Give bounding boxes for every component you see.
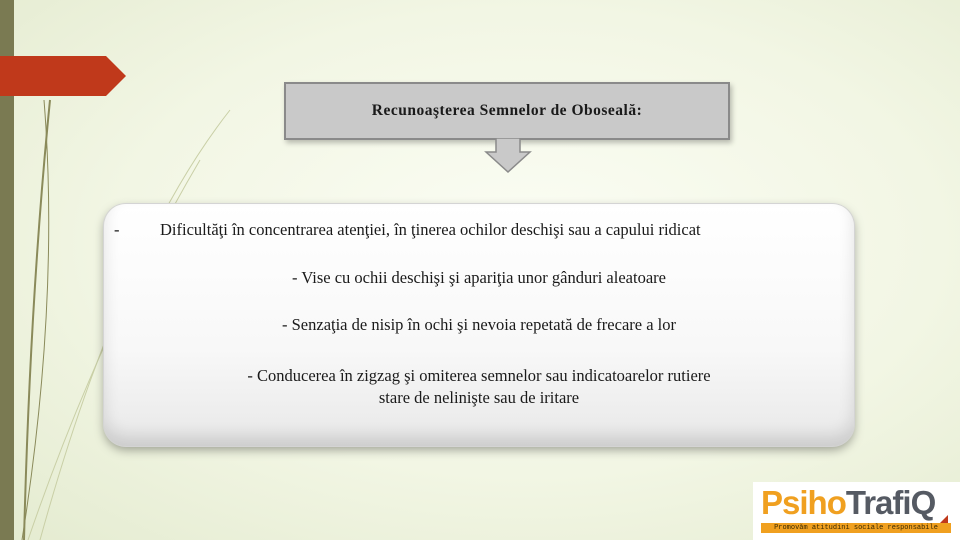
- logo-part-q: Q: [910, 484, 936, 521]
- list-item-text-line2: stare de nelinişte sau de iritare: [378, 388, 580, 407]
- logo-wordmark: [761, 484, 935, 522]
- list-item-text: - Senzaţia de nisip în ochi şi nevoia repetată de frecare a lor: [282, 315, 676, 334]
- list-item-text: Dificultăţi în concentrarea atenţiei, în ţinerea ochilor deschişi sau a capului ridicat: [160, 220, 701, 239]
- slide-title: Recunoaşterea Semnelor de Oboseală:: [371, 102, 643, 119]
- bullet-dash: -: [114, 220, 120, 239]
- psihotrafiq-logo: [753, 482, 960, 540]
- logo-part-trafi: Trafi: [845, 484, 911, 521]
- list-item: [104, 268, 854, 288]
- red-arrow-shape: [0, 56, 126, 96]
- logo-part-psiho: Psiho: [761, 484, 846, 521]
- list-item: [104, 365, 854, 409]
- list-item: [114, 220, 701, 240]
- down-arrow-shape: [484, 138, 532, 174]
- list-item-text: - Vise cu ochii deschişi şi apariţia unor gânduri aleatoare: [292, 268, 666, 287]
- list-item: [104, 315, 854, 335]
- logo-tagline: Promovăm atitudini sociale responsabile: [761, 523, 951, 533]
- title-box: [284, 82, 730, 140]
- list-item-text-line1: - Conducerea în zigzag şi omiterea semnelor sau indicatoarelor rutiere: [247, 366, 711, 385]
